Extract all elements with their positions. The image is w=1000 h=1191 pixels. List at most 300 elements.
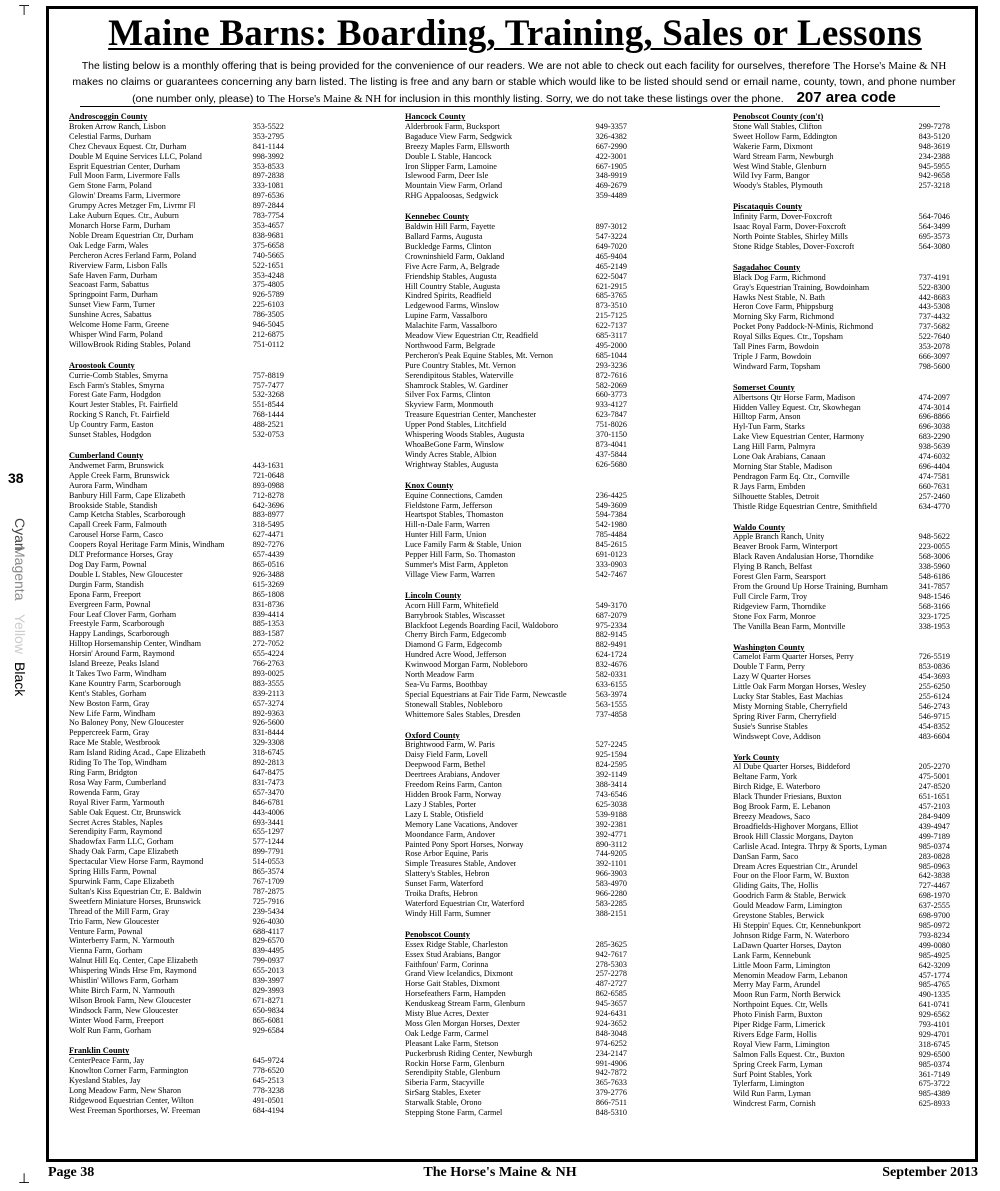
barn-phone: 623-7847 — [595, 410, 627, 420]
barn-name: Andwemet Farm, Brunswick — [69, 460, 164, 470]
barn-name: Aurora Farm, Windham — [69, 480, 148, 490]
barn-name: DLT Preformance Horses, Gray — [69, 550, 174, 560]
printer-margin — [0, 0, 40, 1191]
barn-name: Pendragon Farm Eq. Ctr., Cornville — [733, 471, 850, 481]
barn-listing — [733, 1040, 950, 1050]
barn-listing — [733, 1089, 950, 1099]
county-heading: Oxford County — [405, 730, 460, 740]
barn-name: Triple J Farm, Bowdoin — [733, 351, 812, 361]
barn-name: Noble Dream Equestrian Ctr, Durham — [69, 230, 194, 240]
barn-name: Lank Farm, Kennebunk — [733, 950, 811, 960]
intro-magazine-name-2: The Horse's Maine & NH — [267, 93, 382, 105]
barn-name: Morning Sky Farm, Richmond — [733, 312, 834, 322]
barn-name: Dog Day Farm, Pownal — [69, 559, 147, 569]
barn-phone: 839-3997 — [252, 976, 284, 986]
barn-phone: 824-2595 — [595, 760, 627, 770]
barn-listing — [405, 520, 627, 530]
barn-phone: 634-4770 — [918, 501, 950, 511]
barn-phone: 671-8271 — [252, 995, 284, 1005]
barn-listing — [69, 679, 284, 689]
barn-listing — [733, 181, 950, 191]
barn-phone: 370-1150 — [595, 430, 627, 440]
barn-listing — [405, 1039, 627, 1049]
barn-listing — [733, 990, 950, 1000]
barn-name: Sunset Stables, Hodgdon — [69, 430, 152, 440]
barn-listing — [733, 212, 950, 222]
barn-listing — [69, 181, 284, 191]
barn-listing — [733, 842, 950, 852]
county-section — [405, 112, 627, 201]
barn-phone: 845-2615 — [595, 540, 627, 550]
barn-listing — [733, 142, 950, 152]
barn-name: Salmon Falls Equest. Ctr., Buxton — [733, 1049, 845, 1059]
barn-name: Safe Haven Farm, Durham — [69, 270, 158, 280]
barn-listing — [69, 1076, 284, 1086]
barn-name: Broken Arrow Ranch, Lisbon — [69, 121, 166, 131]
barn-phone: 838-9681 — [252, 230, 284, 240]
barn-phone: 744-9205 — [595, 849, 627, 859]
barn-name: Winter Wood Farm, Freeport — [69, 1015, 164, 1025]
barn-phone: 691-0123 — [595, 550, 627, 560]
barn-phone: 442-8683 — [918, 292, 950, 302]
barn-phone: 645-9724 — [252, 1056, 284, 1066]
barn-phone: 641-0741 — [918, 1000, 950, 1010]
barn-listing — [405, 630, 627, 640]
barn-listing — [405, 152, 627, 162]
barn-name: Shamrock Stables, W. Gardiner — [405, 380, 509, 390]
barn-name: Slattery's Stables, Hebron — [405, 869, 490, 879]
barn-listing — [733, 732, 950, 742]
barn-phone: 285-3625 — [595, 939, 627, 949]
barn-name: Skyview Farm, Monmouth — [405, 400, 494, 410]
barn-phone: 975-2334 — [595, 620, 627, 630]
barn-name: Windcrest Farm, Cornish — [733, 1099, 816, 1109]
barn-listing — [733, 542, 950, 552]
barn-listing — [733, 171, 950, 181]
barn-name: Hilltop Farm, Anson — [733, 412, 801, 422]
barn-listing — [733, 122, 950, 132]
barn-listing — [405, 879, 627, 889]
barn-name: Ring Farm, Bridgton — [69, 768, 138, 777]
barn-listing — [405, 889, 627, 899]
barn-listing — [733, 662, 950, 672]
barn-listing — [69, 1056, 284, 1066]
barn-phone: 829-6570 — [252, 936, 284, 946]
barn-listing — [733, 162, 950, 172]
barn-phone: 695-3573 — [918, 231, 950, 241]
barn-listing — [733, 762, 950, 772]
barn-name: Broadfields-Highover Morgans, Elliot — [733, 821, 859, 831]
barn-phone: 323-1725 — [918, 611, 950, 621]
barn-phone: 892-7276 — [252, 540, 284, 550]
barn-listing — [405, 142, 627, 152]
barn-listing — [69, 132, 284, 142]
barn-listing — [69, 847, 284, 857]
barn-listing — [733, 782, 950, 792]
barn-listing — [69, 1066, 284, 1076]
barn-phone: 341-7857 — [918, 581, 950, 591]
barn-listing — [733, 1010, 950, 1020]
barn-listing — [733, 951, 950, 961]
barn-listing — [733, 492, 950, 502]
barn-phone: 257-3218 — [918, 181, 950, 191]
barn-phone: 582-0331 — [595, 670, 627, 680]
barn-phone: 949-3357 — [595, 121, 627, 131]
barn-name: Spring River Farm, Cherryfield — [733, 711, 837, 721]
barn-name: New Life Farm, Windham — [69, 708, 156, 718]
barn-name: Lone Oak Arabians, Canaan — [733, 452, 826, 462]
barn-listing — [733, 472, 950, 482]
county-section — [733, 643, 950, 742]
barn-name: Mountain View Farm, Orland — [405, 181, 503, 191]
barn-listing — [69, 818, 284, 828]
barn-listing — [69, 1106, 284, 1116]
barn-name: Camp Ketcha Stables, Scarborough — [69, 510, 186, 520]
county-section — [733, 753, 950, 1110]
barn-phone: 329-3308 — [252, 738, 284, 748]
barn-name: Ward Stream Farm, Newburgh — [733, 151, 834, 161]
barn-name: Stonewall Stables, Nobleboro — [405, 699, 503, 709]
barn-name: Banbury Hill Farm, Cape Elizabeth — [69, 490, 186, 500]
barn-listing — [69, 877, 284, 887]
barn-listing — [733, 532, 950, 542]
barn-name: Currie-Comb Stables, Smyrna — [69, 370, 168, 380]
barn-name: Essex Stud Arabians, Bangor — [405, 949, 501, 959]
county-section — [405, 591, 627, 720]
barn-phone: 375-6658 — [252, 240, 284, 250]
barn-listing — [69, 390, 284, 400]
barn-name: Diamond G Farm, Edgecomb — [405, 640, 502, 650]
barn-listing — [405, 670, 627, 680]
barn-name: Beltane Farm, York — [733, 772, 798, 782]
barn-phone: 737-4858 — [595, 709, 627, 719]
barn-listing — [405, 341, 627, 351]
barn-phone: 624-1724 — [595, 650, 627, 660]
barn-listing — [69, 887, 284, 897]
barn-listing — [405, 790, 627, 800]
barn-phone: 443-1631 — [252, 460, 284, 470]
barn-listing — [69, 610, 284, 620]
county-section — [405, 481, 627, 580]
barn-phone: 577-1244 — [252, 837, 284, 847]
barn-name: Goodrich Farm & Stable, Berwick — [733, 891, 847, 901]
barn-phone: 225-6103 — [252, 300, 284, 310]
barn-phone: 942-7617 — [595, 949, 627, 959]
barn-name: Infinity Farm, Dover-Foxcroft — [733, 212, 833, 222]
barn-name: Memory Lane Vacations, Andover — [405, 819, 518, 829]
barn-phone: 666-3097 — [918, 351, 950, 361]
barn-listing — [405, 680, 627, 690]
footer-publication: The Horse's Maine & NH — [423, 1165, 577, 1180]
side-page-number: 38 — [8, 470, 24, 486]
barn-listing — [733, 242, 950, 252]
barn-name: Whittemore Sales Stables, Dresden — [405, 709, 521, 719]
barn-phone: 737-5682 — [918, 322, 950, 332]
barn-phone: 499-0080 — [918, 940, 950, 950]
barn-name: Kindred Spirits, Readfield — [405, 291, 492, 301]
barn-name: Ballard Farms, Augusta — [405, 231, 483, 241]
barn-phone: 675-3722 — [918, 1079, 950, 1089]
barn-listing — [69, 142, 284, 152]
barn-phone: 985-4765 — [918, 980, 950, 990]
barn-name: Lazy L Stable, Otisfield — [405, 809, 484, 819]
barn-phone: 437-5844 — [595, 449, 627, 459]
barn-listing — [69, 808, 284, 818]
barn-listing — [405, 381, 627, 391]
barn-listing — [733, 1099, 950, 1109]
barn-name: Blackfoot Legends Boarding Facil, Waldoboro — [405, 620, 559, 630]
listing-column-2 — [405, 112, 627, 1129]
barn-name: Meadow View Equestrian Ctr, Readfield — [405, 331, 538, 341]
barn-listing — [69, 530, 284, 540]
barn-phone: 883-1587 — [252, 629, 284, 639]
barn-listing — [733, 852, 950, 862]
barn-name: From the Ground Up Horse Training, Burnham — [733, 581, 888, 591]
barn-name: Morning Star Stable, Madison — [733, 462, 833, 471]
barn-name: Epona Farm, Freeport — [69, 589, 142, 599]
barn-phone: 657-3274 — [252, 698, 284, 708]
barn-name: Kane Kountry Farm, Scarborough — [69, 678, 181, 688]
barn-name: Gliding Gaits, The, Hollis — [733, 881, 819, 891]
barn-phone: 326-4382 — [595, 131, 627, 141]
barn-phone: 532-0753 — [252, 430, 284, 440]
barn-name: Long Meadow Farm, New Sharon — [69, 1086, 182, 1096]
barn-phone: 568-3006 — [918, 552, 950, 562]
county-section — [69, 112, 284, 350]
barn-name: The Vanilla Bean Farm, Montville — [733, 621, 846, 631]
barn-name: Four Leaf Clover Farm, Gorham — [69, 609, 177, 619]
barn-phone: 751-8026 — [595, 420, 627, 430]
county-heading: Aroostook County — [69, 360, 135, 370]
barn-listing — [405, 291, 627, 301]
intro-text-1: The listing below is a monthly offering that is being provided for the convenience of our readers. We are not able to check out each facility for ourselves, therefore — [81, 60, 831, 72]
barn-name: No Baloney Pony, New Gloucester — [69, 718, 184, 728]
barn-listing — [69, 837, 284, 847]
barn-listing — [733, 412, 950, 422]
barn-phone: 684-4194 — [252, 1105, 284, 1115]
barn-listing — [69, 718, 284, 728]
barn-listing — [405, 611, 627, 621]
barn-listing — [69, 501, 284, 511]
barn-listing — [69, 300, 284, 310]
barn-name: Vienna Farm, Gorham — [69, 946, 143, 956]
barn-phone: 998-3992 — [252, 151, 284, 161]
barn-listing — [405, 181, 627, 191]
barn-phone: 212-6875 — [252, 329, 284, 339]
barn-phone: 882-9491 — [595, 640, 627, 650]
barn-phone: 839-4495 — [252, 946, 284, 956]
barn-name: Black Raven Andalusian Horse, Thorndike — [733, 552, 874, 562]
barn-phone: 627-4471 — [252, 530, 284, 540]
barn-listing — [733, 403, 950, 413]
barn-listing — [733, 871, 950, 881]
barn-listing — [405, 840, 627, 850]
barn-listing — [405, 700, 627, 710]
barn-listing — [405, 570, 627, 580]
listing-column-3 — [733, 112, 950, 1120]
page-title: Maine Barns: Boarding, Training, Sales or Lessons — [108, 13, 922, 54]
barn-phone: 985-0374 — [918, 841, 950, 851]
barn-listing — [405, 869, 627, 879]
barn-listing — [69, 251, 284, 261]
barn-name: Shady Oak Farm, Cape Elizabeth — [69, 847, 179, 857]
barn-listing — [733, 862, 950, 872]
barn-listing — [405, 361, 627, 371]
barn-phone: 495-2000 — [595, 340, 627, 350]
barn-name: Windy Hill Farm, Sumner — [405, 908, 491, 918]
barn-name: Oak Ledge Farm, Carmel — [405, 1028, 489, 1038]
barn-name: Sunshine Acres, Sabattus — [69, 310, 152, 320]
barn-name: Woody's Stables, Plymouth — [733, 181, 823, 191]
barn-listing — [405, 800, 627, 810]
barn-listing — [69, 669, 284, 679]
barn-name: Five Acre Farm, A, Belgrade — [405, 261, 500, 271]
barn-phone: 737-4191 — [918, 272, 950, 282]
barn-phone: 353-8533 — [252, 161, 284, 171]
county-heading: Hancock County — [405, 112, 466, 121]
barn-listing — [405, 1049, 627, 1059]
barn-name: Lazy W Quarter Horses — [733, 672, 811, 682]
barn-listing — [69, 788, 284, 798]
barn-name: Hawks Nest Stable, N. Bath — [733, 292, 825, 302]
barn-name: Chez Chevaux Equest. Ctr, Durham — [69, 141, 187, 151]
barn-phone: 865-6081 — [252, 1015, 284, 1025]
barn-phone: 642-3209 — [918, 960, 950, 970]
barn-listing — [69, 857, 284, 867]
barn-name: Hill Country Stable, Augusta — [405, 281, 501, 291]
barn-name: SirSarg Stables, Exeter — [405, 1088, 481, 1098]
barn-phone: 637-2555 — [918, 901, 950, 911]
barn-name: Kourt Jester Stables, Ft. Fairfield — [69, 400, 178, 410]
barn-listing — [69, 1096, 284, 1106]
barn-listing — [405, 1108, 627, 1118]
barn-listing — [733, 891, 950, 901]
barn-phone: 693-3441 — [252, 817, 284, 827]
barn-listing — [69, 381, 284, 391]
barn-name: Windy Acres Stable, Albion — [405, 449, 497, 459]
barn-name: Stone Ridge Stables, Dover-Foxcroft — [733, 241, 855, 251]
intro-divider — [80, 106, 940, 107]
barn-phone: 873-4041 — [595, 440, 627, 449]
barn-listing — [69, 946, 284, 956]
barn-listing — [69, 461, 284, 471]
county-section — [733, 112, 950, 191]
barn-phone: 522-8300 — [918, 282, 950, 292]
barn-phone: 469-2679 — [595, 181, 627, 191]
barn-phone: 726-5519 — [918, 652, 950, 662]
barn-name: Summer's Mist Farm, Appleton — [405, 559, 508, 569]
barn-name: Waterford Equestrian Ctr, Waterford — [405, 898, 525, 908]
barn-name: Walnut Hill Eq. Center, Cape Elizabeth — [69, 956, 198, 966]
barn-name: Siberia Farm, Stacyville — [405, 1078, 485, 1088]
barn-listing — [733, 772, 950, 782]
barn-name: Peppercreek Farm, Gray — [69, 728, 150, 738]
barn-phone: 783-7754 — [252, 211, 284, 221]
barn-phone: 848-3048 — [595, 1028, 627, 1038]
barn-phone: 564-7046 — [918, 212, 950, 222]
barn-name: Freedom Reins Farm, Canton — [405, 780, 502, 790]
barn-name: Stone Wall Stables, Clifton — [733, 121, 822, 131]
barn-name: Hilltop Horsemanship Center, Windham — [69, 639, 201, 649]
barn-name: Brook Hill Classic Morgans, Dayton — [733, 831, 854, 841]
barn-phone: 353-4657 — [252, 220, 284, 230]
barn-phone: 778-6520 — [252, 1066, 284, 1076]
barn-listing — [69, 897, 284, 907]
barn-listing — [69, 798, 284, 808]
county-section — [69, 361, 284, 440]
barn-phone: 457-1774 — [918, 970, 950, 980]
barn-name: Forest Glen Farm, Searsport — [733, 572, 826, 582]
barn-listing — [69, 867, 284, 877]
barn-name: Whispering Woods Stables, Augusta — [405, 430, 525, 440]
barn-listing — [405, 810, 627, 820]
barn-listing — [69, 1016, 284, 1026]
barn-listing — [733, 1060, 950, 1070]
barn-listing — [405, 252, 627, 262]
county-heading: Washington County — [733, 642, 805, 652]
barn-name: Moss Glen Morgan Horses, Dexter — [405, 1018, 520, 1028]
barn-phone: 938-5639 — [918, 442, 950, 452]
barn-listing — [405, 820, 627, 830]
county-section — [69, 1046, 284, 1115]
county-heading: Cumberland County — [69, 451, 144, 460]
barn-phone: 839-4414 — [252, 609, 284, 619]
barn-listing — [405, 1029, 627, 1039]
barn-listing — [405, 989, 627, 999]
barn-name: Shadowfax Farm LLC, Gorham — [69, 837, 174, 847]
barn-name: Durgin Farm, Standish — [69, 579, 144, 589]
barn-name: Brightwood Farm, W. Paris — [405, 740, 495, 750]
barn-phone: 948-5622 — [918, 532, 950, 542]
barn-phone: 564-3080 — [918, 241, 950, 251]
barn-phone: 948-1546 — [918, 591, 950, 601]
barn-listing — [69, 689, 284, 699]
barn-phone: 768-1444 — [252, 410, 284, 420]
barn-name: CenterPeace Farm, Jay — [69, 1056, 145, 1066]
barn-listing — [733, 602, 950, 612]
barn-name: Windsock Farm, New Gloucester — [69, 1005, 179, 1015]
barn-listing — [733, 502, 950, 512]
barn-phone: 465-2149 — [595, 261, 627, 271]
barn-listing — [733, 592, 950, 602]
barn-phone: 546-9715 — [918, 711, 950, 721]
barn-phone: 841-1144 — [252, 141, 284, 151]
barn-name: Fieldstone Farm, Jefferson — [405, 500, 493, 510]
barn-listing — [733, 342, 950, 352]
barn-phone: 379-2776 — [595, 1088, 627, 1098]
barn-phone: 539-9188 — [595, 809, 627, 819]
barn-phone: 633-6155 — [595, 679, 627, 689]
barn-listing — [69, 600, 284, 610]
barn-phone: 740-5665 — [252, 250, 284, 260]
barn-listing — [69, 191, 284, 201]
barn-listing — [69, 917, 284, 927]
barn-phone: 657-3470 — [252, 787, 284, 797]
barn-name: Black Thunder Friesians, Buxton — [733, 792, 842, 802]
barn-name: Oak Ledge Farm, Wales — [69, 240, 149, 250]
barn-name: Hyl-Tun Farm, Starks — [733, 422, 805, 432]
barn-listing — [69, 481, 284, 491]
barn-phone: 793-4101 — [918, 1020, 950, 1030]
barn-phone: 696-4404 — [918, 462, 950, 471]
barn-listing — [733, 232, 950, 242]
barn-name: WillowBrook Riding Stables, Poland — [69, 339, 191, 349]
barn-name: Riding To The Top, Windham — [69, 758, 167, 768]
barn-listing — [69, 827, 284, 837]
barn-name: Troika Drafts, Hebron — [405, 889, 478, 899]
county-section — [405, 930, 627, 1118]
barn-listing — [69, 768, 284, 778]
